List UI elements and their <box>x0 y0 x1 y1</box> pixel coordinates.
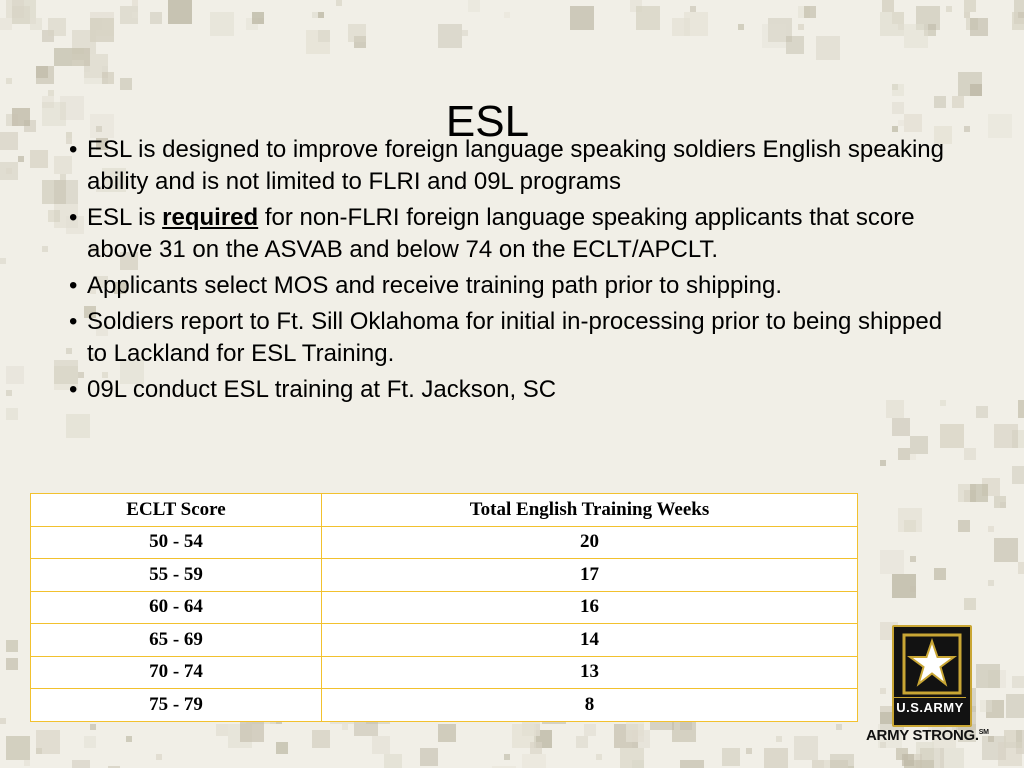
army-strong-slogan <box>866 727 1000 744</box>
bullet-text-before: ESL is <box>87 204 163 231</box>
bullet-list <box>66 134 966 410</box>
service-mark: SM <box>978 729 989 736</box>
table-body <box>31 526 858 721</box>
eclt-score-cell: 70 - 74 <box>31 656 322 689</box>
bullet-item <box>66 202 966 266</box>
bullet-glyph: • <box>69 272 78 299</box>
eclt-score-table <box>30 493 858 722</box>
training-weeks-cell: 17 <box>322 559 858 592</box>
header-eclt-score: ECLT Score <box>31 494 322 527</box>
required-emphasis: required <box>162 204 259 231</box>
slogan-text: ARMY STRONG. <box>866 727 979 744</box>
bullet-text: ESL is designed to improve foreign language speaking soldiers English speaking ability and is not limited to FLRI and 09L programs <box>87 136 944 195</box>
table-header-row <box>31 494 858 527</box>
training-weeks-cell: 13 <box>322 656 858 689</box>
bullet-item <box>66 306 966 370</box>
table-row <box>31 624 858 657</box>
eclt-score-cell: 65 - 69 <box>31 624 322 657</box>
training-weeks-cell: 14 <box>322 624 858 657</box>
eclt-score-cell: 60 - 64 <box>31 591 322 624</box>
table-row <box>31 526 858 559</box>
army-strong-logo <box>866 625 1000 755</box>
training-weeks-cell: 20 <box>322 526 858 559</box>
table-row <box>31 591 858 624</box>
bullet-glyph: • <box>69 204 78 231</box>
bullet-item <box>66 374 966 406</box>
table-row <box>31 559 858 592</box>
eclt-score-cell: 50 - 54 <box>31 526 322 559</box>
bullet-text: 09L conduct ESL training at Ft. Jackson, SC <box>87 376 557 403</box>
star-icon <box>894 627 970 699</box>
bullet-glyph: • <box>69 136 78 163</box>
bullet-text: Applicants select MOS and receive training path prior to shipping. <box>87 272 783 299</box>
training-weeks-cell: 8 <box>322 689 858 722</box>
bullet-item <box>66 134 966 198</box>
training-weeks-cell: 16 <box>322 591 858 624</box>
bullet-glyph: • <box>69 308 78 335</box>
bullet-text: Soldiers report to Ft. Sill Oklahoma for initial in-processing prior to being shipped to Lackland for ESL Training. <box>87 308 943 367</box>
eclt-score-cell: 75 - 79 <box>31 689 322 722</box>
bullet-text-after: for non-FLRI foreign language speaking applicants that score above 31 on the ASVAB and below 74 on the ECLT/APCLT. <box>87 204 915 263</box>
bullet-item <box>66 270 966 302</box>
header-training-weeks: Total English Training Weeks <box>322 494 858 527</box>
table-row <box>31 656 858 689</box>
slide-title: ESL <box>445 97 530 147</box>
us-army-tag: U.S.ARMY <box>894 697 966 718</box>
eclt-score-cell: 55 - 59 <box>31 559 322 592</box>
table-row <box>31 689 858 722</box>
bullet-glyph: • <box>69 376 78 403</box>
